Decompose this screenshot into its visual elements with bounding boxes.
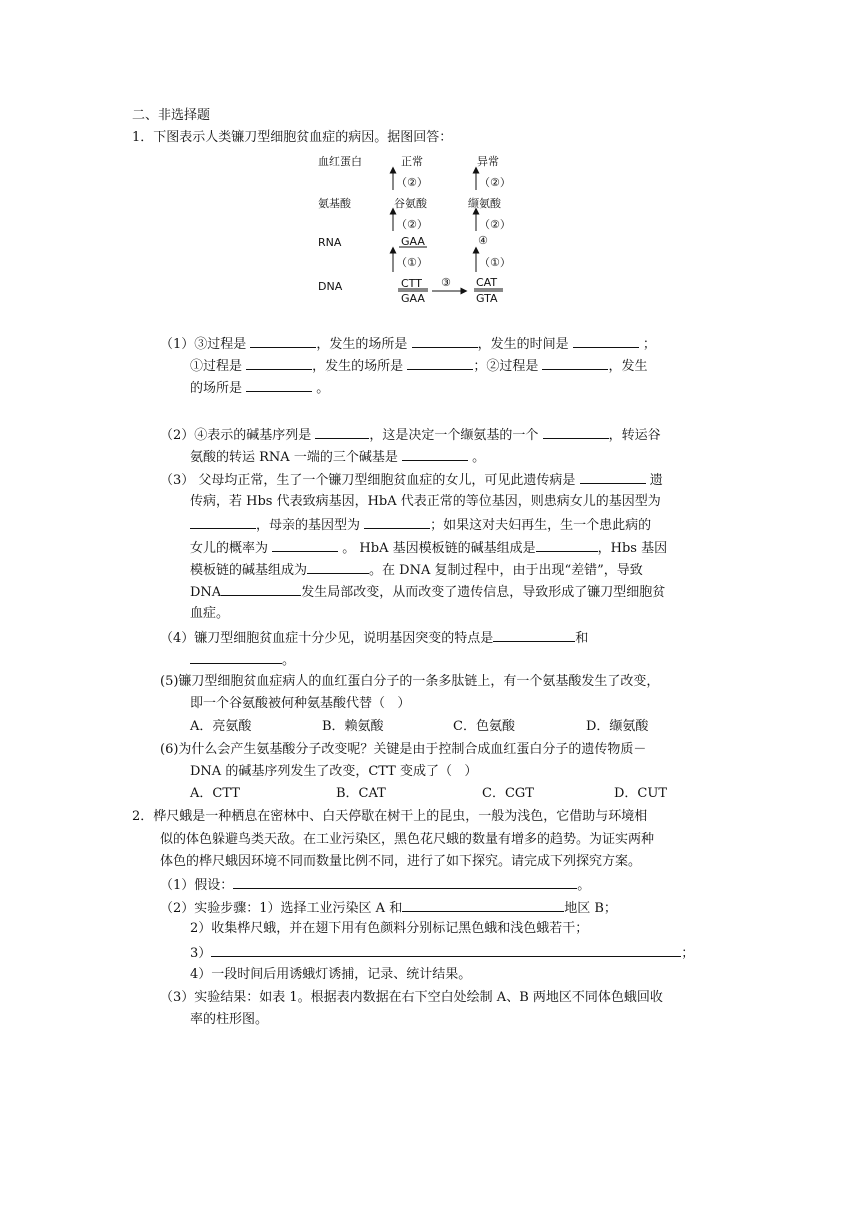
answer-blank[interactable]	[536, 537, 598, 552]
step2-label-left-top: （②）	[396, 176, 428, 189]
q2-result-1: （3）实验结果：如表 1。根据表内数据在右下空白处绘制 A、B 两地区不同体色蛾回收	[160, 990, 663, 1005]
answer-blank[interactable]	[233, 874, 577, 889]
sub6-option-d[interactable]: D．CUT	[614, 786, 667, 801]
dna-top-abnormal: CAT	[476, 276, 498, 289]
label-abnormal: 异常	[477, 155, 499, 168]
q2-steps-4: 4）一段时间后用诱蛾灯诱捕，记录、统计结果。	[190, 967, 472, 982]
answer-blank[interactable]	[221, 581, 301, 596]
q2-hypothesis: （1）假设： 。	[160, 874, 590, 895]
sub5-option-a[interactable]: A．亮氨酸	[190, 719, 252, 734]
answer-blank[interactable]	[542, 355, 608, 370]
answer-blank[interactable]	[190, 514, 256, 529]
q2-line1: 2．桦尺蛾是一种栖息在密林中、白天停歇在树干上的昆虫，一般为浅色，它借助与环境相	[132, 809, 648, 824]
q2-line2: 似的体色躲避鸟类天敌。在工业污染区，黑色花尺蛾的数量有增多的趋势。为证实两种	[160, 832, 655, 847]
sub3-line5: 模板链的碱基组成为 。在 DNA 复制过程中，由于出现“差错”，导致	[190, 559, 643, 580]
sub2-line1: （2）④表示的碱基序列是 ，这是决定一个缬氨基的一个 ，转运谷	[160, 424, 661, 445]
figure-arrows	[0, 0, 860, 320]
answer-blank[interactable]	[190, 649, 282, 664]
amino-acid-normal: 谷氨酸	[394, 197, 427, 210]
answer-blank[interactable]	[211, 942, 681, 957]
answer-blank[interactable]	[412, 333, 478, 348]
sub5-option-d[interactable]: D．缬氨酸	[586, 719, 649, 734]
answer-blank[interactable]	[364, 514, 430, 529]
step1-label-left: （①）	[396, 256, 428, 269]
sub5-option-b[interactable]: B．赖氨酸	[322, 719, 384, 734]
sub5-stem2: 即一个谷氨酸被何种氨基酸代替（ ）	[190, 696, 411, 711]
step2-label-right-top: （②）	[479, 176, 511, 189]
row-label-dna: DNA	[318, 280, 343, 293]
sub6-option-b[interactable]: B．CAT	[336, 786, 386, 801]
sub1-line3: 的场所是 。	[190, 377, 329, 398]
sub6-option-c[interactable]: C．CGT	[482, 786, 534, 801]
sub1-line2: ①过程是 ，发生的场所是 ；②过程是 ，发生	[190, 355, 647, 376]
q2-line3: 体色的桦尺蛾因环境不同而数量比例不同，进行了如下探究。请完成下列探究方案。	[160, 854, 642, 869]
answer-blank[interactable]	[307, 559, 369, 574]
row-label-hemoglobin: 血红蛋白	[318, 155, 362, 168]
question-1-stem: 1．下图表示人类镰刀型细胞贫血症的病因。据图回答：	[132, 130, 453, 145]
sub4-line2: 。	[190, 649, 295, 670]
section-title: 二、非选择题	[132, 108, 211, 123]
row-label-rna: RNA	[318, 236, 342, 249]
sub6-stem2: DNA 的碱基序列发生了改变，CTT 变成了（ ）	[190, 764, 478, 779]
sub6-option-a[interactable]: A．CTT	[190, 786, 240, 801]
sub3-line6: DNA 发生局部改变，从而改变了遗传信息，导致形成了镰刀型细胞贫	[190, 581, 665, 602]
sub5-stem1: (5)镰刀型细胞贫血症病人的血红蛋白分子的一条多肽链上，有一个氨基酸发生了改变，	[160, 674, 660, 689]
answer-blank[interactable]	[580, 469, 646, 484]
step2-label-left-mid: （②）	[396, 218, 428, 231]
step1-label-right: （①）	[479, 256, 511, 269]
row-label-amino-acid: 氨基酸	[318, 197, 351, 210]
answer-blank[interactable]	[250, 333, 316, 348]
q2-result-2: 率的柱形图。	[190, 1012, 269, 1027]
sub6-stem1: (6)为什么会产生氨基酸分子改变呢？关键是由于控制合成血红蛋白分子的遗传物质－	[160, 742, 647, 757]
answer-blank[interactable]	[402, 897, 564, 912]
dna-bottom-normal: GAA	[401, 292, 425, 305]
rna-normal: GAA	[401, 235, 425, 248]
answer-blank[interactable]	[246, 377, 312, 392]
answer-blank[interactable]	[573, 333, 639, 348]
dna-bottom-abnormal: GTA	[476, 292, 498, 305]
q2-steps-2: 2）收集桦尺蛾，并在翅下用有色颜料分别标记黑色蛾和浅色蛾若干；	[190, 921, 589, 936]
rna-abnormal: ④	[478, 234, 488, 247]
q2-steps-1: （2）实验步骤：1）选择工业污染区 A 和 地区 B；	[160, 897, 617, 918]
label-normal: 正常	[401, 155, 423, 168]
step3-label: ③	[441, 276, 451, 289]
answer-blank[interactable]	[272, 537, 338, 552]
step2-label-right-mid: （②）	[479, 218, 511, 231]
sub3-line1: （3） 父母均正常，生了一个镰刀型细胞贫血症的女儿，可见此遗传病是 遗	[160, 469, 663, 490]
sub3-line7: 血症。	[190, 606, 230, 621]
sub4-line1: （4）镰刀型细胞贫血症十分少见，说明基因突变的特点是 和	[160, 627, 588, 648]
sub3-line4: 女儿的概率为 。 HbA 基因模板链的碱基组成是 ，Hbs 基因	[190, 537, 667, 558]
sub5-option-c[interactable]: C．色氨酸	[453, 719, 515, 734]
sub1-line1: （1）③过程是 ，发生的场所是 ，发生的时间是 ；	[160, 333, 656, 354]
answer-blank[interactable]	[402, 446, 468, 461]
answer-blank[interactable]	[246, 355, 312, 370]
answer-blank[interactable]	[407, 355, 473, 370]
q2-steps-3: 3） ；	[190, 942, 694, 963]
answer-blank[interactable]	[543, 424, 609, 439]
amino-acid-abnormal: 缬氨酸	[468, 197, 501, 210]
answer-blank[interactable]	[493, 627, 575, 642]
dna-top-normal: CTT	[401, 277, 422, 290]
sub2-line2: 氨酸的转运 RNA 一端的三个碱基是 。	[190, 446, 485, 467]
sub3-line2: 传病，若 Hbs 代表致病基因，HbA 代表正常的等位基因，则患病女儿的基因型为	[190, 494, 661, 509]
sub3-line3: ，母亲的基因型为 ；如果这对夫妇再生，生一个患此病的	[190, 514, 651, 535]
answer-blank[interactable]	[315, 424, 369, 439]
